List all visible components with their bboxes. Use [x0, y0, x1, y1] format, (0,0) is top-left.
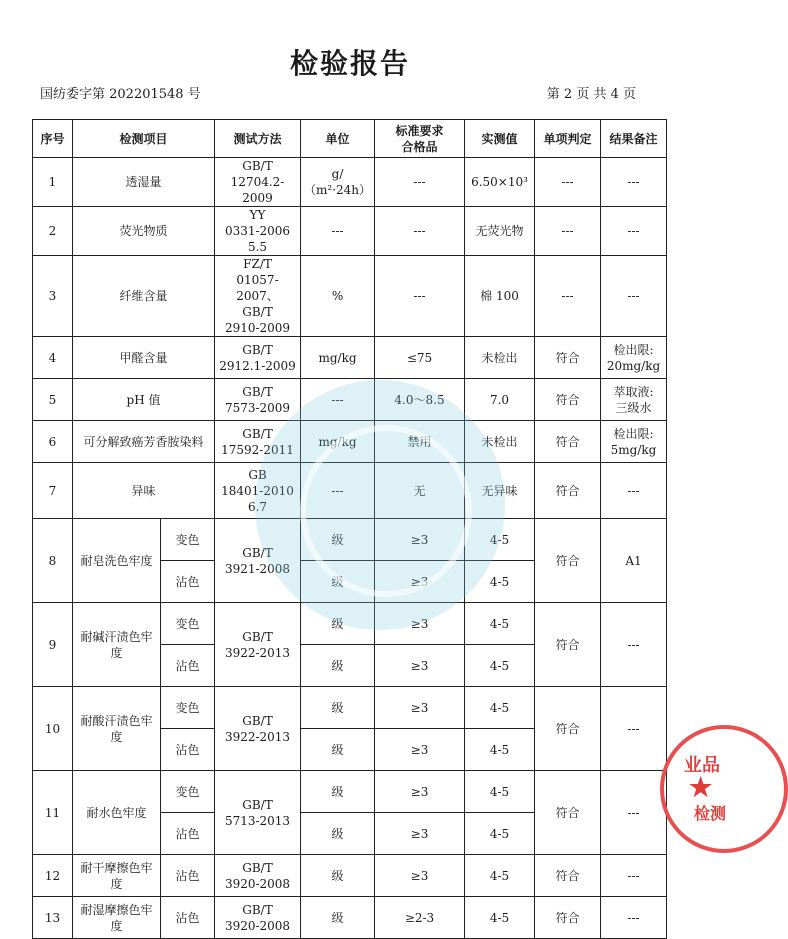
measured-value-cell: 未检出 — [465, 421, 535, 463]
table-row — [33, 379, 667, 421]
remark-cell: --- — [601, 158, 667, 207]
test-method-cell: GB/T 2912.1-2009 — [215, 337, 301, 379]
requirement-cell: 4.0～8.5 — [375, 379, 465, 421]
row-number-cell: 4 — [33, 337, 73, 379]
test-item-cell: 异味 — [73, 463, 215, 519]
test-method-cell: GB/T 12704.2-2009 — [215, 158, 301, 207]
row-number-cell: 9 — [33, 603, 73, 687]
unit-cell: 级 — [301, 687, 375, 729]
sub-item-cell: 沾色 — [161, 813, 215, 855]
unit-cell: 级 — [301, 729, 375, 771]
sub-item-cell: 变色 — [161, 603, 215, 645]
requirement-cell: ≥3 — [375, 729, 465, 771]
unit-cell: mg/kg — [301, 421, 375, 463]
sub-item-cell: 变色 — [161, 519, 215, 561]
table-row — [33, 463, 667, 519]
measured-value-cell: 4-5 — [465, 897, 535, 939]
requirement-cell: ≥3 — [375, 645, 465, 687]
row-number-cell: 10 — [33, 687, 73, 771]
requirement-cell: --- — [375, 158, 465, 207]
measured-value-cell: 棉 100 — [465, 256, 535, 337]
requirement-cell: ≥3 — [375, 603, 465, 645]
test-method-cell: FZ/T 01057-2007、 GB/T 2910-2009 — [215, 256, 301, 337]
test-item-cell: 荧光物质 — [73, 207, 215, 256]
measured-value-cell: 4-5 — [465, 645, 535, 687]
judgement-cell: --- — [535, 207, 601, 256]
test-method-cell: GB/T 3921-2008 — [215, 519, 301, 603]
header-cell: 单项判定 — [535, 120, 601, 158]
header-cell: 检测项目 — [73, 120, 215, 158]
sub-item-cell: 沾色 — [161, 645, 215, 687]
test-method-cell: YY 0331-2006 5.5 — [215, 207, 301, 256]
header-cell: 单位 — [301, 120, 375, 158]
test-item-cell: 耐水色牢度 — [73, 771, 161, 855]
row-number-cell: 12 — [33, 855, 73, 897]
remark-cell: --- — [601, 207, 667, 256]
requirement-cell: ≥3 — [375, 561, 465, 603]
unit-cell: % — [301, 256, 375, 337]
measured-value-cell: 4-5 — [465, 771, 535, 813]
requirement-cell: ≥3 — [375, 771, 465, 813]
requirement-cell: 无 — [375, 463, 465, 519]
sub-item-cell: 变色 — [161, 771, 215, 813]
measured-value-cell: 4-5 — [465, 603, 535, 645]
report-title: 检验报告 — [289, 47, 410, 80]
requirement-cell: ≥3 — [375, 687, 465, 729]
requirement-cell: ≥2-3 — [375, 897, 465, 939]
test-item-cell: pH 值 — [73, 379, 215, 421]
requirement-cell: ≥3 — [375, 519, 465, 561]
header-cell: 结果备注 — [601, 120, 667, 158]
measured-value-cell: 4-5 — [465, 561, 535, 603]
remark-cell: 检出限: 20mg/kg — [601, 337, 667, 379]
table-row — [33, 519, 667, 561]
judgement-cell: 符合 — [535, 603, 601, 687]
page-info: 第 2 页 共 4 页 — [546, 87, 636, 102]
header-cell: 测试方法 — [215, 120, 301, 158]
remark-cell: --- — [601, 771, 667, 855]
header-cell: 序号 — [33, 120, 73, 158]
table-row — [33, 207, 667, 256]
measured-value-cell: 6.50×10³ — [465, 158, 535, 207]
test-item-cell: 甲醛含量 — [73, 337, 215, 379]
sub-item-cell: 沾色 — [161, 897, 215, 939]
table-row — [33, 855, 667, 897]
unit-cell: 级 — [301, 645, 375, 687]
unit-cell: --- — [301, 379, 375, 421]
unit-cell: --- — [301, 207, 375, 256]
sub-item-cell: 沾色 — [161, 855, 215, 897]
row-number-cell: 5 — [33, 379, 73, 421]
row-number-cell: 3 — [33, 256, 73, 337]
test-item-cell: 耐干摩擦色牢 度 — [73, 855, 161, 897]
remark-cell: --- — [601, 855, 667, 897]
judgement-cell: 符合 — [535, 519, 601, 603]
measured-value-cell: 4-5 — [465, 729, 535, 771]
measured-value-cell: 4-5 — [465, 519, 535, 561]
row-number-cell: 6 — [33, 421, 73, 463]
row-number-cell: 1 — [33, 158, 73, 207]
unit-cell: 级 — [301, 771, 375, 813]
remark-cell: 检出限: 5mg/kg — [601, 421, 667, 463]
requirement-cell: --- — [375, 207, 465, 256]
test-item-cell: 耐碱汗渍色牢 度 — [73, 603, 161, 687]
remark-cell: 萃取液: 三级水 — [601, 379, 667, 421]
judgement-cell: 符合 — [535, 771, 601, 855]
measured-value-cell: 4-5 — [465, 687, 535, 729]
test-method-cell: GB 18401-2010 6.7 — [215, 463, 301, 519]
remark-cell: --- — [601, 897, 667, 939]
table-row — [33, 256, 667, 337]
unit-cell: mg/kg — [301, 337, 375, 379]
table-row — [33, 897, 667, 939]
table-row — [33, 421, 667, 463]
test-item-cell: 透湿量 — [73, 158, 215, 207]
unit-cell: 级 — [301, 813, 375, 855]
sub-item-cell: 沾色 — [161, 729, 215, 771]
test-item-cell: 可分解致癌芳香胺染料 — [73, 421, 215, 463]
measured-value-cell: 无荧光物 — [465, 207, 535, 256]
sub-item-cell: 变色 — [161, 687, 215, 729]
table-header-row — [33, 120, 667, 158]
unit-cell: 级 — [301, 561, 375, 603]
test-method-cell: GB/T 5713-2013 — [215, 771, 301, 855]
measured-value-cell: 4-5 — [465, 813, 535, 855]
unit-cell: g/（m²·24h） — [301, 158, 375, 207]
test-method-cell: GB/T 3922-2013 — [215, 603, 301, 687]
remark-cell: --- — [601, 463, 667, 519]
test-method-cell: GB/T 17592-2011 — [215, 421, 301, 463]
measured-value-cell: 未检出 — [465, 337, 535, 379]
row-number-cell: 13 — [33, 897, 73, 939]
red-seal-stamp — [660, 725, 788, 853]
test-method-cell: GB/T 7573-2009 — [215, 379, 301, 421]
unit-cell: 级 — [301, 603, 375, 645]
test-method-cell: GB/T 3920-2008 — [215, 855, 301, 897]
table-row — [33, 158, 667, 207]
table-row — [33, 337, 667, 379]
remark-cell: A1 — [601, 519, 667, 603]
table-row — [33, 603, 667, 645]
remark-cell: --- — [601, 603, 667, 687]
test-item-cell: 耐湿摩擦色牢 度 — [73, 897, 161, 939]
judgement-cell: 符合 — [535, 463, 601, 519]
test-method-cell: GB/T 3922-2013 — [215, 687, 301, 771]
test-item-cell: 耐酸汗渍色牢 度 — [73, 687, 161, 771]
requirement-cell: ≥3 — [375, 813, 465, 855]
unit-cell: --- — [301, 463, 375, 519]
doc-number: 国纺委字第 202201548 号 — [40, 87, 201, 102]
table-row — [33, 687, 667, 729]
judgement-cell: 符合 — [535, 897, 601, 939]
judgement-cell: --- — [535, 158, 601, 207]
row-number-cell: 2 — [33, 207, 73, 256]
row-number-cell: 8 — [33, 519, 73, 603]
test-item-cell: 纤维含量 — [73, 256, 215, 337]
sub-item-cell: 沾色 — [161, 561, 215, 603]
remark-cell: --- — [601, 687, 667, 771]
judgement-cell: 符合 — [535, 855, 601, 897]
unit-cell: 级 — [301, 855, 375, 897]
test-method-cell: GB/T 3920-2008 — [215, 897, 301, 939]
row-number-cell: 11 — [33, 771, 73, 855]
measured-value-cell: 4-5 — [465, 855, 535, 897]
test-results-table — [32, 119, 667, 939]
seal-text-top: 业品 — [684, 755, 720, 776]
requirement-cell: 禁用 — [375, 421, 465, 463]
test-item-cell: 耐皂洗色牢度 — [73, 519, 161, 603]
table-row — [33, 771, 667, 813]
remark-cell: --- — [601, 256, 667, 337]
header-cell: 实测值 — [465, 120, 535, 158]
seal-text-bottom: 检测 — [694, 804, 727, 823]
requirement-cell: ≥3 — [375, 855, 465, 897]
unit-cell: 级 — [301, 519, 375, 561]
judgement-cell: --- — [535, 256, 601, 337]
measured-value-cell: 7.0 — [465, 379, 535, 421]
measured-value-cell: 无异味 — [465, 463, 535, 519]
requirement-cell: --- — [375, 256, 465, 337]
header-cell: 标准要求 合格品 — [375, 120, 465, 158]
judgement-cell: 符合 — [535, 337, 601, 379]
judgement-cell: 符合 — [535, 687, 601, 771]
judgement-cell: 符合 — [535, 379, 601, 421]
star-icon: ★ — [689, 773, 713, 803]
requirement-cell: ≤75 — [375, 337, 465, 379]
judgement-cell: 符合 — [535, 421, 601, 463]
unit-cell: 级 — [301, 897, 375, 939]
row-number-cell: 7 — [33, 463, 73, 519]
